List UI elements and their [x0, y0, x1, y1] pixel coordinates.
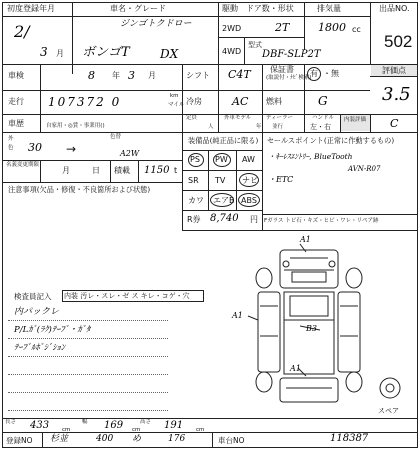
equip-sr: SR [188, 176, 199, 185]
mileage-value: 107372 0 [48, 95, 122, 109]
inspector-label: 検査員記入 [14, 292, 52, 301]
registration-region: 杉並 [50, 434, 69, 444]
width-value: 169 [104, 420, 124, 431]
r-ticket-label: R券 [187, 215, 201, 224]
mileage-unit-mile: マイル [168, 102, 185, 108]
mileage-unit-km: km [170, 93, 179, 99]
lot-label: 出品NO. [379, 4, 410, 13]
inspector-note-1: 内パックレ [14, 307, 60, 317]
interior-label: 内装評価 [344, 117, 367, 123]
height-value: 191 [164, 420, 184, 431]
score-label: 評価点 [382, 66, 406, 75]
inspection-year-unit: 年 [112, 71, 120, 80]
equip-airbag: エアB [213, 196, 235, 205]
color-no: A2W [120, 149, 140, 158]
mark-left: A1 [232, 311, 243, 320]
load-unit: t [174, 166, 178, 175]
height-label: 高さ [140, 419, 152, 425]
equip-tv: TV [215, 176, 226, 185]
car-name-label: 車名・グレード [110, 4, 166, 13]
equipment-title: 装備品(純正品に限る) [188, 136, 259, 145]
warranty-yes: 有 [310, 69, 318, 78]
chassis-number: 118387 [330, 433, 369, 444]
dealer-sub: 並行 [272, 124, 284, 130]
first-registration-label: 初度登録年月 [7, 4, 55, 13]
capacity-label: 定員 [186, 115, 198, 121]
history-label: 車歴 [8, 119, 24, 128]
import-label: 外車モデル [224, 115, 252, 121]
handle-label: ハンドル [312, 115, 335, 121]
ac-label: 冷房 [186, 97, 202, 106]
model-code: DBF-SLP2T [262, 49, 321, 60]
registration-number: 176 [168, 434, 186, 444]
sales-point-line1: ・ｷｰﾚｽｴﾝﾄﾘｰ, BlueTooth [268, 152, 353, 161]
width-unit: cm [132, 427, 141, 433]
drive-4wd: 4WD [222, 47, 242, 56]
sales-point-line2: ・ETC [268, 175, 294, 184]
inspector-options: 内装 汚レ・スレ・ゼ ス キレ・コゲ・穴 [64, 292, 190, 300]
equip-pw: PW [215, 155, 228, 164]
color-no-label: 色替 [110, 134, 122, 140]
warranty-no: 無 [331, 69, 339, 78]
doors-label: ドア数・形状 [246, 4, 294, 13]
car-name-handwritten: ジンゴトクドロー [120, 19, 192, 29]
r-ticket-unit: 円 [250, 215, 258, 224]
height-unit: cm [196, 427, 205, 433]
model-label: 型式 [248, 41, 262, 49]
interior-value: C [390, 117, 399, 130]
lot-number: 502 [384, 32, 413, 51]
chassis-label: 車台NO [218, 436, 245, 445]
inspection-month-unit: 月 [148, 71, 156, 80]
fuel-label: 燃料 [266, 97, 282, 106]
r-ticket-value: 8,740 [210, 213, 239, 224]
color-value: 30 [28, 141, 42, 154]
shift-value: C4T [228, 68, 251, 81]
color-label-top: 外 [8, 136, 14, 142]
history-options: 自家用・◎賃・事業用() [46, 123, 105, 129]
dealer-label: ディーラー [266, 115, 294, 121]
displacement-value: 1800 [318, 21, 346, 34]
first-registration-year: 3 [40, 45, 48, 59]
equip-ps: PS [190, 155, 200, 164]
ac-value: AC [232, 95, 249, 108]
inspection-month: 3 [128, 69, 135, 82]
doors-value: 2T [275, 21, 290, 34]
mileage-label: 走行 [8, 97, 24, 106]
sales-point-line3: AVN-R07 [348, 165, 381, 173]
sales-point-title: セールスポイント(正常に作動するもの) [267, 136, 395, 145]
displacement-unit: cc [352, 25, 361, 34]
inspector-note-3: ﾃｰﾌﾞﾙﾎﾞｼﾞｼｮﾝ [14, 343, 66, 353]
mark-rear: A1 [290, 364, 301, 373]
mark-front: A1 [300, 235, 311, 244]
load-value: 1150 [144, 165, 170, 176]
first-registration-month-unit: 月 [56, 49, 64, 58]
inspection-label: 車検 [8, 71, 24, 80]
car-grade: DX [160, 47, 179, 61]
drive-label: 駆動 [222, 4, 238, 13]
score-value: 3.5 [382, 84, 411, 105]
equip-abs: ABS [241, 196, 257, 205]
warranty-separator: ・ [323, 69, 331, 78]
width-label: 幅 [82, 419, 88, 425]
color-arrow: → [66, 142, 77, 156]
load-label: 積載 [114, 166, 130, 175]
spare-label: スペア [378, 407, 399, 415]
registration-label: 登録NO [6, 436, 33, 445]
length-unit: cm [62, 427, 71, 433]
color-label-bottom: 色 [8, 145, 14, 151]
fuel-value: G [318, 94, 328, 108]
displacement-label: 排気量 [317, 4, 341, 13]
warranty-sub: (取説付・ﾅﾋﾞ検索) [266, 75, 312, 81]
registration-kana: め [132, 434, 142, 444]
damage-notes: Fガラス トビ石・キズ・ヒビ・ワレ・リペア跡 [264, 218, 379, 224]
name-change-month-unit: 月 [62, 166, 70, 175]
inspector-note-2: P/Lｶﾞ(ﾗｸ)ﾃｰﾌﾞ・ｶﾞﾀ [14, 325, 91, 335]
import-sub: 年 [256, 124, 262, 130]
capacity-unit: 人 [208, 124, 214, 130]
mark-center: B3 [306, 324, 317, 333]
drive-2wd: 2WD [222, 24, 242, 33]
equip-leather: カワ [188, 196, 204, 205]
name-change-day-unit: 日 [92, 166, 100, 175]
remarks-title: 注意事項(欠品・修復・不良箇所および状態) [8, 185, 151, 194]
equip-navi: ナビ [242, 176, 258, 185]
length-label: 長さ [5, 419, 17, 425]
warranty-label: 保証書 [270, 65, 294, 74]
handle-value: 左・右 [310, 123, 331, 131]
car-model: ボンゴT [82, 45, 130, 60]
name-change-label: 名義変更期限 [6, 162, 40, 168]
shift-label: シフト [186, 71, 210, 80]
registration-class: 400 [96, 434, 114, 444]
equip-aw: AW [242, 155, 255, 164]
length-value: 433 [30, 420, 50, 431]
inspection-year: 8 [88, 69, 95, 82]
first-registration-month: 2/ [14, 22, 30, 41]
